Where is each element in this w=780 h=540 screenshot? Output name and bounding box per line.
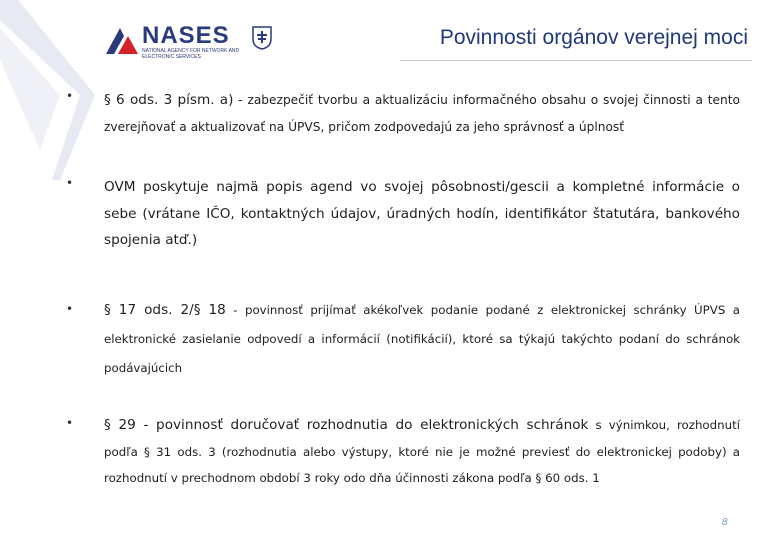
bullet: • (66, 416, 74, 430)
nases-logo (104, 22, 274, 66)
item-lead: § 6 ods. 3 písm. a) (104, 92, 234, 108)
page-title: Povinnosti orgánov verejnej moci (439, 26, 748, 49)
list-item (104, 412, 740, 492)
item-text: - povinnosť prijímať akékoľvek podanie podané z elektronickej schránky ÚPVS a elektronické zasielanie odpovedí a informácií (notifikácií), ktoré sa týkajú takýchto podaní do schránok podávajúcich (104, 303, 740, 375)
list-item (104, 174, 740, 254)
item-text: s výnimkou, rozhodnutí podľa § 31 ods. 3 (rozhodnutia alebo výstupy, ktoré nie je možné previesť do elektronickej podoby) a rozhodnutí v prechodnom období 3 roky odo dňa účinnosti zákona podľa § 60 ods. 1 (104, 418, 740, 485)
item-lead: § 29 - povinnosť doručovať rozhodnutia do elektronických schránok (104, 417, 589, 433)
page-number: 8 (721, 517, 728, 528)
bullet: • (66, 89, 74, 103)
item-lead: § 17 ods. 2/§ 18 (104, 302, 226, 318)
slovak-coat-of-arms-icon (252, 26, 272, 50)
title-underline (400, 60, 752, 61)
logo-wordmark: NASES (142, 22, 230, 49)
item-text: OVM poskytuje najmä popis agend vo svojej pôsobnosti/gescii a kompletné informácie o sebe (vrátane IČO, kontaktných údajov, úradných hodín, identifikátor štatutára, bankového spojenia atď.) (104, 179, 740, 248)
item-text: - zabezpečiť tvorbu a aktualizáciu informačného obsahu o svojej činnosti a tento zverejňovať a aktualizovať na ÚPVS, pričom zodpovedajú za jeho správnosť a úplnosť (104, 93, 740, 134)
background-arrow-decoration (0, 0, 120, 200)
list-item (104, 87, 740, 140)
list-item (104, 296, 740, 383)
bullet: • (66, 176, 74, 190)
logo-subtitle: NATIONAL AGENCY FOR NETWORK AND ELECTRONIC SERVICES (142, 48, 240, 60)
nases-logo-mark-icon (104, 24, 140, 60)
bullet: • (66, 302, 74, 316)
